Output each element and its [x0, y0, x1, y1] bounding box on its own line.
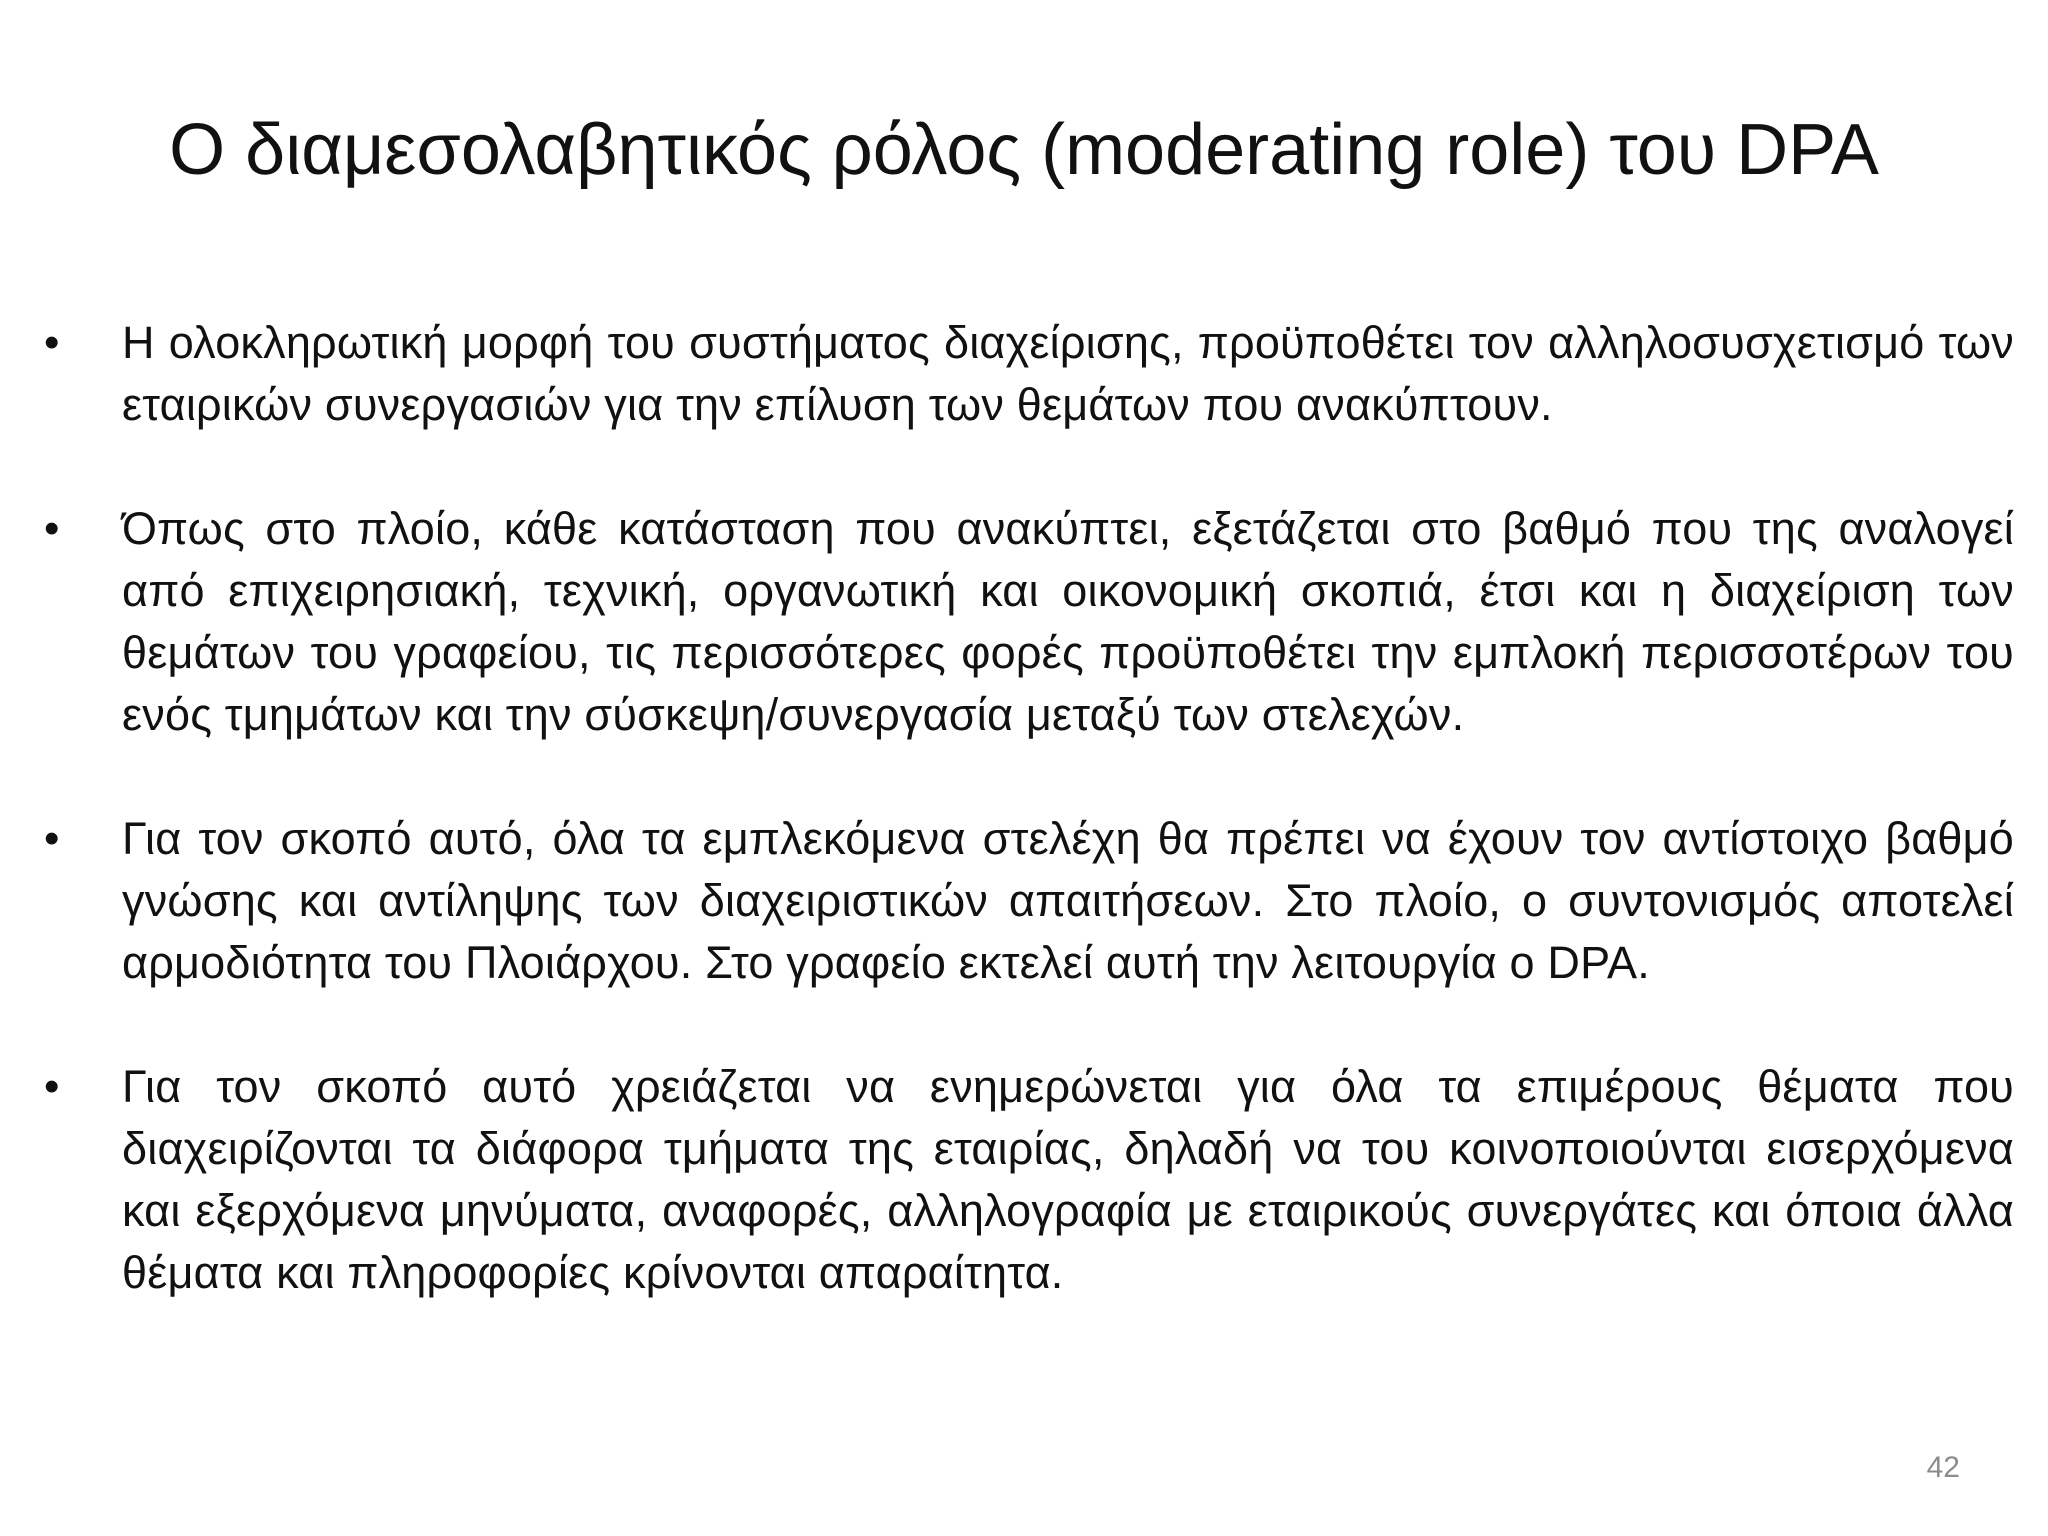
bullet-item [44, 1056, 2014, 1304]
bullet-marker: • [44, 1062, 60, 1111]
bullet-item [44, 312, 2014, 436]
bullet-marker: • [44, 318, 60, 367]
bullet-text: Όπως στο πλοίο, κάθε κατάσταση που ανακύπτει, εξετάζεται στο βαθμό που της αναλογεί από επιχειρησιακή, τεχνική, οργανωτική και οικονομική σκοπιά, έτσι και η διαχείριση των θεμάτων του γραφείου, τις περισσότερες φορές προϋποθέτει την εμπλοκή περισσοτέρων του ενός τμημάτων και την σύσκεψη/συνεργασία μεταξύ των στελεχών. [122, 503, 2014, 740]
bullet-marker: • [44, 504, 60, 553]
bullet-text: Για τον σκοπό αυτό, όλα τα εμπλεκόμενα στελέχη θα πρέπει να έχουν τον αντίστοιχο βαθμό γνώσης και αντίληψης των διαχειριστικών απαιτήσεων. Στο πλοίο, ο συντονισμός αποτελεί αρμοδιότητα του Πλοιάρχου. Στο γραφείο εκτελεί αυτή την λειτουργία ο DPA. [122, 813, 2014, 988]
page-number: 42 [1926, 1451, 1960, 1484]
bullet-text: Για τον σκοπό αυτό χρειάζεται να ενημερώνεται για όλα τα επιμέρους θέματα που διαχειρίζονται τα διάφορα τμήματα της εταιρίας, δηλαδή να του κοινοποιούνται εισερχόμενα και εξερχόμενα μηνύματα, αναφορές, αλληλογραφία με εταιρικούς συνεργάτες και όποια άλλα θέματα και πληροφορίες κρίνονται απαραίτητα. [122, 1061, 2014, 1298]
bullet-list [44, 312, 2014, 1366]
bullet-item [44, 498, 2014, 746]
slide-title: Ο διαμεσολαβητικός ρόλος (moderating role) του DPA [169, 110, 1879, 190]
bullet-text: Η ολοκληρωτική μορφή του συστήματος διαχείρισης, προϋποθέτει τον αλληλοσυσχετισμό των εταιρικών συνεργασιών για την επίλυση των θεμάτων που ανακύπτουν. [122, 317, 2014, 430]
bullet-marker: • [44, 814, 60, 863]
bullet-item [44, 808, 2014, 994]
